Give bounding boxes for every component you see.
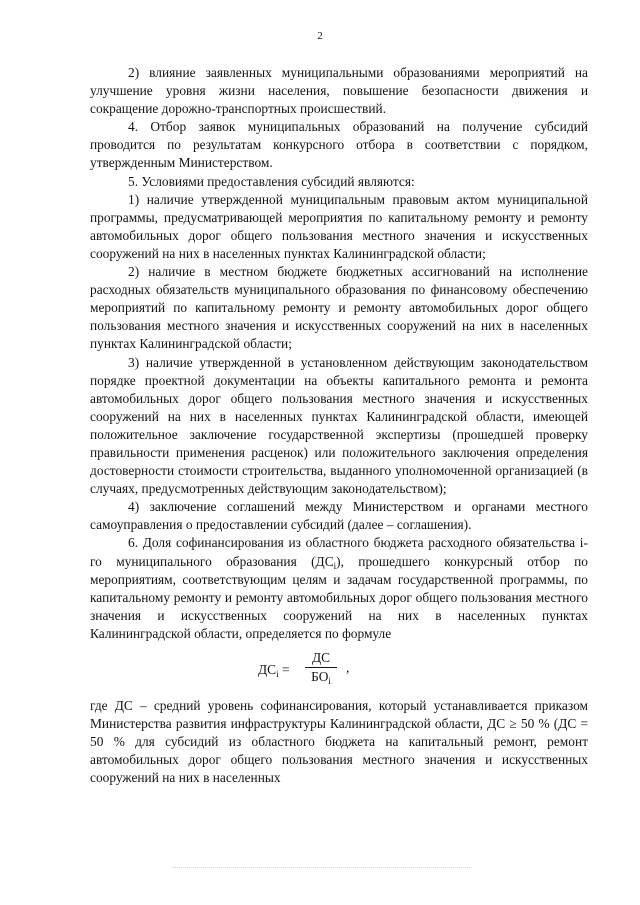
p6-text-before: 6. Доля софинансирования из областного бюджета расходного обязательства i-го муниципального образования (ДС <box>90 535 588 569</box>
page-number: 2 <box>317 30 323 42</box>
condition-3: 3) наличие утвержденной в установленном действующим законодательством порядке проектной документации на объекты капитального ремонта и ремонта автомобильных дорог общего пользования местного значения и искусственных сооружений на них в населенных пунктах Калининградской области, имеющей положительное заключение государственной экспертизы (прошедшей проверку правильности применения расценок) или положительного заключения определения достоверности стоимости строительства, выданного уполномоченной организацией (в случаях, предусмотренных действующим законодательством); <box>90 354 588 497</box>
p6-text-after: ), прошедшего конкурсный отбор по мероприятиям, соответствующим целям и задачам государственной программы, по капитальному ремонту и ремонту автомобильных дорог общего пользования местного значения и искусственных сооружений на них в населенных пунктах Калининградской области, определяется по формуле <box>90 553 588 641</box>
cofinancing-formula <box>90 645 588 695</box>
formula-numerator: ДС <box>305 649 337 668</box>
paragraph-5-conditions: 5. Условиями предоставления субсидий являются: <box>128 173 415 189</box>
formula-denominator: $БО_i$ <box>311 669 331 686</box>
paragraph-influence: 2) влияние заявленных муниципальными образованиями мероприятий на улучшение уровня жизни населения, повышение безопасности движения и сокращение дорожно-транспортных происшествий. <box>90 65 588 117</box>
document-body <box>90 64 588 787</box>
paragraph-6-cofinancing <box>90 534 588 643</box>
bottom-scan-line <box>172 867 472 869</box>
paragraph-4-selection: 4. Отбор заявок муниципальных образований на получение субсидий проводится по результатам конкурсного отбора в соответствии с порядком, утвержденным Министерством. <box>90 119 588 171</box>
p6-subscript: i <box>333 560 337 571</box>
paragraph-definition: где ДС – средний уровень софинансирования, который устанавливается приказом Министерства развития инфраструктуры Калининградской области, ДС ≥ 50 % (ДС = 50 % для субсидий из областного бюджета на капитальный ремонт, ремонт автомобильных дорог общего пользования местного значения и искусственных сооружений на них в населенных <box>90 698 588 786</box>
condition-2: 2) наличие в местном бюджете бюджетных ассигнований на исполнение расходных обязательств муниципального образования по финансовому обеспечению мероприятий по капитальному ремонту и ремонту автомобильных дорог общего пользования местного значения и искусственных сооружений на них в населенных пунктах Калининградской области; <box>90 264 588 352</box>
formula-comma: , <box>346 660 350 675</box>
condition-1: 1) наличие утвержденной муниципальным правовым актом муниципальной программы, предусматривающей мероприятия по капитальному ремонту и ремонту автомобильных дорог общего пользования местного значения и искусственных сооружений на них в населенных пунктах Калининградской области; <box>90 191 588 261</box>
formula-lhs: $ДС_i$ = <box>258 662 290 679</box>
formula-fraction <box>305 649 337 686</box>
condition-4: 4) заключение соглашений между Министерством и органами местного самоуправления о предоставлении субсидий (далее – соглашения). <box>90 499 588 533</box>
